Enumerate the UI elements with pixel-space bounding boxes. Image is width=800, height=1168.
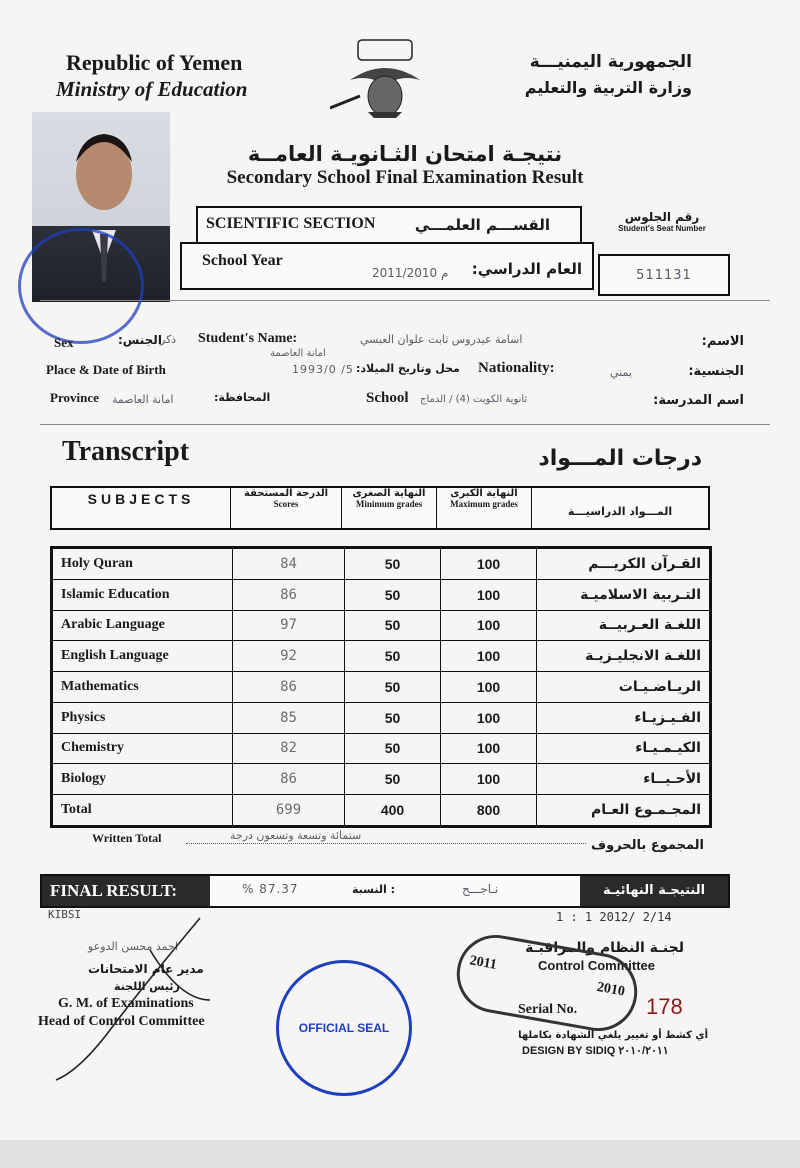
stamp-year-1: 2011	[468, 953, 498, 973]
seat-label-en: Student's Seat Number	[618, 224, 706, 233]
subject-name: Physics	[53, 702, 233, 733]
max-cell: 100	[441, 672, 537, 703]
design-credit: DESIGN BY SIDIQ ٢٠١٠/٢٠١١	[522, 1045, 669, 1057]
table-row	[53, 549, 710, 580]
sex-label-ar: الجنس:	[118, 333, 162, 347]
official-seal	[276, 960, 412, 1096]
final-percent-label: : النسبة	[352, 883, 395, 896]
table-row	[53, 610, 710, 641]
final-percent: % 87.37	[242, 882, 299, 896]
header-max	[437, 488, 532, 528]
divider	[40, 300, 770, 301]
exam-title: Secondary School Final Examination Result	[226, 167, 584, 188]
table-row	[53, 795, 710, 826]
max-cell: 100	[441, 733, 537, 764]
school-year-value: 2011/2010 م	[372, 266, 449, 280]
subject-name-ar: التـربية الاسلاميـة	[537, 579, 710, 610]
score-cell: 86	[233, 672, 345, 703]
max-cell: 800	[441, 795, 537, 826]
photo-stamp	[18, 228, 144, 344]
print-date: 1 : 1 2012/ 2/14	[556, 910, 672, 924]
score-cell: 699	[233, 795, 345, 826]
table-row	[53, 702, 710, 733]
ar-exam-title: نتيجـة امتحان الثـانويـة العامــة	[247, 142, 563, 166]
province-label: Province	[50, 390, 99, 405]
nationality-value: يمني	[610, 366, 632, 379]
max-cell: 100	[441, 702, 537, 733]
table-row	[53, 733, 710, 764]
section-en: SCIENTIFIC SECTION	[206, 215, 376, 232]
seat-number: 511131	[636, 268, 692, 283]
subject-name: Arabic Language	[53, 610, 233, 641]
head-ar: رئيس اللجنة	[114, 980, 180, 993]
gm-en: G. M. of Examinations	[58, 996, 194, 1011]
written-total-label-ar: المجموع بالحروف	[591, 838, 704, 853]
grades-table	[50, 546, 712, 828]
header-min	[342, 488, 437, 528]
school-label-ar: اسم المدرسة:	[653, 393, 744, 408]
max-cell: 100	[441, 549, 537, 580]
divider	[40, 424, 770, 425]
subject-name: Mathematics	[53, 672, 233, 703]
section-ar: القســـم العلمـــي	[414, 216, 550, 234]
subject-name-ar: الفـيـزيـاء	[537, 702, 710, 733]
final-result-label: FINAL RESULT:	[42, 876, 210, 906]
serial-label: Serial No.	[518, 1002, 578, 1017]
left-code: KIBSI	[48, 908, 82, 921]
name-value: اسامة عيدروس ثابت علوان العبسي	[360, 333, 523, 346]
subject-name: Holy Quran	[53, 549, 233, 580]
min-cell: 50	[345, 549, 441, 580]
final-status: نـاجـــح	[462, 882, 499, 896]
school-value: ثانوية الكويت (4) / الدماج	[420, 394, 528, 405]
signer-name: احمد محسن الدوعو	[88, 940, 178, 953]
committee-ar: لجنـة النظام والمراقبـة	[525, 940, 684, 956]
table-row	[53, 579, 710, 610]
max-cell: 100	[441, 641, 537, 672]
signature-icon	[50, 910, 220, 1090]
subject-name: Islamic Education	[53, 579, 233, 610]
header-max-ar: النهاية الكبرى	[450, 488, 518, 499]
committee-en: Control Committee	[538, 958, 655, 973]
pob-label-ar: محل وتاريخ الميلاد:	[356, 362, 460, 375]
subject-name-ar: اللغـة العـربيــة	[537, 610, 710, 641]
note-ar: أي كشط أو تغيير يلغي الشهادة بكاملها	[518, 1030, 708, 1041]
table-header	[50, 486, 710, 530]
min-cell: 50	[345, 733, 441, 764]
school-label: School	[366, 390, 409, 406]
subject-name-ar: المجـمـوع العـام	[537, 795, 710, 826]
written-total-value: ستمائة وتسعة وتسعون درجة	[230, 829, 362, 842]
official-seal-text: OFFICIAL SEAL	[298, 1021, 390, 1035]
subject-name: Biology	[53, 764, 233, 795]
table-row	[53, 672, 710, 703]
nationality-label: Nationality:	[478, 360, 555, 376]
subject-name-ar: اللغـة الانجليـزيـة	[537, 641, 710, 672]
head-en: Head of Control Committee	[38, 1014, 205, 1029]
seat-label	[604, 210, 720, 233]
min-cell: 50	[345, 641, 441, 672]
header-scores-ar: الدرجة المستحقة	[243, 488, 329, 499]
score-cell: 92	[233, 641, 345, 672]
score-cell: 84	[233, 549, 345, 580]
score-cell: 97	[233, 610, 345, 641]
seat-number-box	[598, 254, 730, 296]
min-cell: 50	[345, 579, 441, 610]
written-total-label: Written Total	[92, 831, 162, 845]
ministry-title: Ministry of Education	[56, 77, 248, 101]
min-cell: 50	[345, 764, 441, 795]
nationality-label-ar: الجنسية:	[688, 364, 744, 379]
max-cell: 100	[441, 764, 537, 795]
written-total-line	[186, 843, 586, 844]
sex-value: ذكر	[160, 333, 177, 346]
min-cell: 50	[345, 610, 441, 641]
seat-label-ar: رقم الجلوس	[624, 210, 700, 224]
transcript-title-ar: درجات المـــواد	[538, 446, 702, 471]
table-row	[53, 641, 710, 672]
name-label: Student's Name:	[198, 331, 298, 346]
name-label-ar: الاسم:	[701, 334, 744, 349]
eagle-emblem-icon	[330, 36, 440, 120]
subject-name-ar: الأحـيــاء	[537, 764, 710, 795]
subject-name-ar: الريـاضـيـات	[537, 672, 710, 703]
dob-value: 1993/0 /5	[292, 363, 354, 376]
header-max-en: Maximum grades	[450, 499, 518, 509]
page-edge	[0, 1140, 800, 1168]
subject-name-ar: الكيـمـيـاء	[537, 733, 710, 764]
pob-label: Place & Date of Birth	[46, 362, 166, 377]
score-cell: 86	[233, 579, 345, 610]
serial-number: 178	[646, 994, 683, 1019]
school-year-box	[180, 242, 594, 290]
final-result-bar	[40, 874, 730, 908]
gm-ar: مدير عام الامتحانات	[88, 962, 204, 976]
province-label-ar: المحافظة:	[214, 391, 271, 404]
header-min-en: Minimum grades	[355, 499, 423, 509]
school-year-label: School Year	[202, 252, 283, 269]
stamp-year-2: 2010	[595, 979, 626, 1000]
score-cell: 82	[233, 733, 345, 764]
subject-name: English Language	[53, 641, 233, 672]
subject-name: Total	[53, 795, 233, 826]
header-subjects: SUBJECTS	[52, 488, 231, 528]
min-cell: 400	[345, 795, 441, 826]
ar-ministry: وزارة التربية والتعليم	[524, 78, 692, 97]
birth-place-value: امانة العاصمة	[270, 348, 326, 359]
province-value: امانة العاصمة	[112, 393, 174, 406]
max-cell: 100	[441, 610, 537, 641]
header-scores	[231, 488, 342, 528]
subject-name-ar: القـرآن الكريـــم	[537, 549, 710, 580]
header-subjects-ar	[532, 488, 708, 528]
section-box	[196, 206, 582, 244]
subject-name: Chemistry	[53, 733, 233, 764]
school-year-label-ar: العام الدراسي:	[471, 260, 582, 278]
min-cell: 50	[345, 672, 441, 703]
header-subjects-ar-text: المـــواد الدراسيـــة	[567, 505, 673, 518]
max-cell: 100	[441, 579, 537, 610]
header-scores-en: Scores	[273, 499, 299, 509]
republic-title: Republic of Yemen	[66, 50, 243, 75]
final-result-label-ar: النتيجـة النهائيـة	[580, 876, 728, 906]
transcript-title: Transcript	[62, 436, 190, 467]
ar-republic: الجمهورية اليمنيـــة	[529, 52, 692, 72]
score-cell: 86	[233, 764, 345, 795]
table-row	[53, 764, 710, 795]
sex-label: Sex	[54, 335, 74, 350]
min-cell: 50	[345, 702, 441, 733]
score-cell: 85	[233, 702, 345, 733]
header-min-ar: النهاية الصغرى	[352, 488, 426, 499]
